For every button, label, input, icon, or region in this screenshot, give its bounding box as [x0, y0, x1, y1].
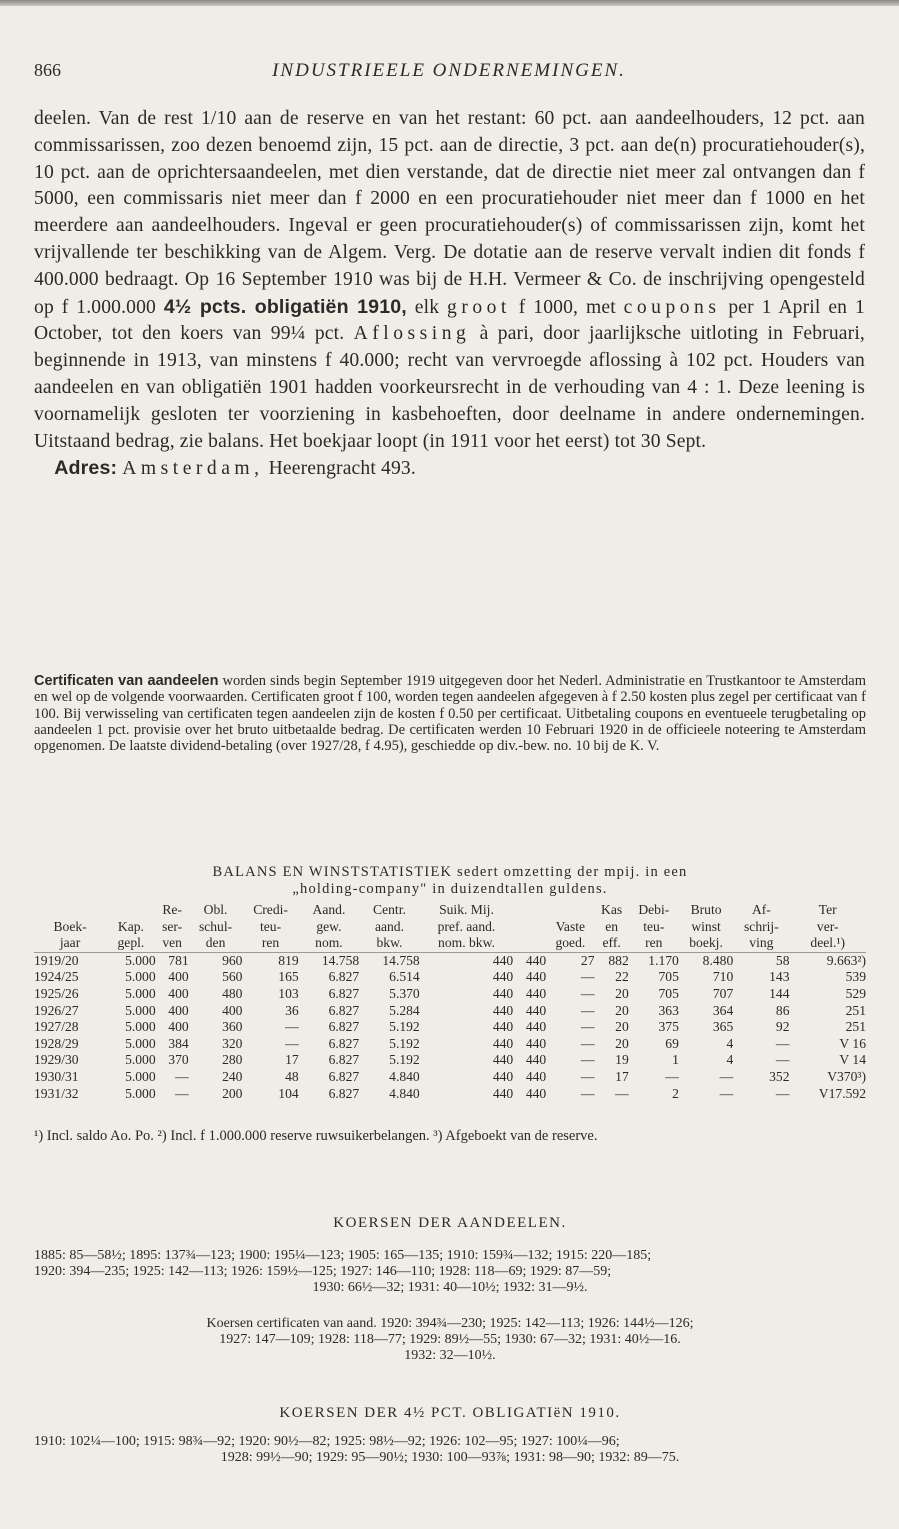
table-cell: 36: [285, 1002, 299, 1018]
table-cell: 440: [525, 1035, 547, 1051]
table-cell: 6.827: [328, 1052, 360, 1068]
table-cell: 440: [492, 1068, 514, 1084]
koers-line: 1885: 85—58½; 1895: 137¾—123; 1900: 195¼—123; 1905: 165—135; 1910: 159¾—132; 1915: 220—185;: [34, 1248, 652, 1263]
address-label: Adres:: [54, 457, 118, 480]
main-paragraph: [34, 106, 865, 455]
table-cell: 1.170: [648, 952, 679, 968]
table-cell: 2: [672, 1085, 679, 1101]
koers-line: 1910: 102¼—100; 1915: 98¾—92; 1920: 90½—82; 1925: 98½—92; 1926: 102—95; 1927: 100¼—96;: [34, 1434, 620, 1449]
table-cell: 560: [222, 969, 243, 985]
header-line: Boek-: [53, 918, 87, 934]
koers-line: 1930: 66½—32; 1931: 40—10½; 1932: 31—9½.: [312, 1280, 588, 1295]
table-cell: 6.827: [328, 1035, 360, 1051]
koersen-obligatien: [34, 1434, 866, 1466]
table-cell: 440: [525, 1002, 547, 1018]
table-cell: 705: [658, 969, 679, 985]
table-row: [34, 1052, 866, 1069]
address-street: Heerengracht 493.: [268, 458, 416, 480]
table-cell: 14.758: [382, 952, 420, 968]
table-cell: V 14: [839, 1052, 866, 1068]
koersen-obligatien-title: KOERSEN DER 4½ PCT. OBLIGATIëN 1910.: [279, 1405, 621, 1421]
table-cell: 27: [580, 952, 595, 968]
boekjaar-cell: 1926/27: [34, 1002, 79, 1018]
header-line: bkw.: [376, 935, 403, 951]
table-cell: 5.000: [125, 1068, 156, 1084]
table-cell: 365: [712, 1019, 734, 1035]
header-line: Suik. Mij.: [439, 902, 494, 917]
balans-table: [34, 902, 866, 1102]
table-cell: 14.758: [321, 952, 360, 968]
table-cell: 6.827: [328, 1019, 360, 1035]
table-cell: 352: [769, 1068, 790, 1084]
balans-column-header: [513, 902, 546, 952]
spaced-word-coupons: coupons: [623, 296, 721, 318]
table-cell: 92: [775, 1019, 790, 1035]
table-cell: 1: [672, 1052, 679, 1068]
table-cell: 5.000: [125, 1035, 156, 1051]
table-cell: 58: [775, 952, 790, 968]
table-cell: 22: [615, 969, 629, 985]
table-cell: 5.000: [125, 1085, 156, 1101]
text-segment: à pari, door jaarlijksche uitloting in Februari, beginnende in 1913, van minstens f 40.000; recht van vervroegde aflossing à 102 pct. Houders van aandeelen en van obligatiën 1901 hadden voorkeursrecht in de verhouding van 4 : 1. Deze leening is voornamelijk gesloten ter voorziening in kasbehoeften, door deelname in andere ondernemingen. Uitstaand bedrag, zie balans. Het boekjaar loopt (in 1911 voor het eerst) tot 30 Sept.: [34, 323, 865, 452]
boekjaar-cell: 1925/26: [34, 985, 79, 1001]
boekjaar-cell: 1919/20: [34, 952, 79, 968]
address-line: [34, 455, 865, 483]
balans-table-header: [34, 902, 866, 952]
table-cell: 6.827: [328, 985, 360, 1001]
header-line: nom.: [315, 935, 343, 951]
table-row: [34, 969, 866, 986]
table-cell: 440: [492, 1085, 514, 1101]
balans-column-header: [733, 902, 789, 952]
table-cell: 960: [222, 952, 243, 968]
table-cell: 360: [222, 1019, 243, 1035]
address-city: Amsterdam,: [122, 458, 264, 480]
table-cell: 5.000: [125, 1019, 156, 1035]
balans-column-header: [156, 902, 189, 952]
table-cell: 20: [615, 1002, 629, 1018]
table-cell: V 16: [839, 1035, 866, 1051]
table-row: [34, 1003, 866, 1020]
table-row: [34, 1086, 866, 1103]
table-cell: 440: [525, 1068, 547, 1084]
balans-table-body: [34, 952, 866, 1102]
table-cell: 400: [168, 1019, 189, 1035]
table-cell: —: [285, 1035, 299, 1051]
table-cell: 251: [845, 1019, 866, 1035]
table-cell: 165: [278, 969, 299, 985]
table-cell: 4.840: [389, 1068, 420, 1084]
table-cell: 384: [168, 1035, 189, 1051]
header-line: Obl.: [203, 902, 228, 917]
header-line: goed.: [555, 935, 586, 951]
koers-line: 1932: 32—10½.: [404, 1348, 496, 1363]
balans-title-line: „holding-company" in duizendtallen guldens.: [292, 881, 608, 897]
header-line: ven: [162, 935, 182, 951]
header-line: [513, 902, 546, 919]
table-cell: 5.370: [389, 985, 420, 1001]
header-line: Re-: [162, 902, 182, 917]
table-cell: 370: [168, 1052, 189, 1068]
table-cell: 20: [615, 1019, 629, 1035]
table-cell: 320: [222, 1035, 243, 1051]
table-cell: 440: [492, 952, 514, 968]
header-line: Aand.: [312, 902, 346, 917]
table-cell: 440: [492, 1019, 514, 1035]
table-cell: —: [580, 1002, 595, 1018]
header-line: ren: [261, 935, 280, 951]
header-line: teu-: [259, 918, 282, 934]
table-cell: 781: [168, 952, 189, 968]
table-cell: —: [175, 1068, 189, 1084]
spaced-word-aflossing: Aflossing: [353, 323, 471, 345]
table-cell: —: [580, 1052, 595, 1068]
table-cell: 440: [525, 969, 547, 985]
table-cell: —: [615, 1085, 629, 1101]
header-line: Ter: [818, 902, 837, 917]
koers-line: Koersen certificaten van aand. 1920: 394¾—230; 1925: 142—113; 1926: 144½—126;: [206, 1316, 694, 1331]
balans-column-header: [299, 902, 360, 952]
table-cell: 5.000: [125, 1002, 156, 1018]
table-cell: —: [580, 1085, 595, 1101]
table-cell: 363: [658, 1002, 679, 1018]
table-cell: 5.192: [389, 1052, 420, 1068]
text-segment: elk: [414, 296, 440, 318]
table-cell: 5.000: [125, 969, 156, 985]
header-line: eff.: [602, 935, 621, 951]
table-cell: 705: [658, 985, 679, 1001]
table-cell: 440: [492, 1052, 514, 1068]
header-line: nom. bkw.: [438, 935, 495, 951]
balans-title-line: BALANS EN WINSTSTATISTIEK sedert omzetting der mpij. in een: [212, 864, 688, 880]
table-cell: —: [775, 1035, 790, 1051]
balans-header-row: [34, 902, 866, 952]
balans-column-header: [106, 902, 156, 952]
certificaten-heading: Certificaten van aandeelen: [34, 673, 219, 689]
table-cell: —: [580, 1019, 595, 1035]
boekjaar-cell: 1931/32: [34, 1085, 79, 1101]
text-segment: deelen. Van de rest 1/10 aan de reserve en van het restant: 60 pct. aan aandeelhouders, 12 pct. aan commissarissen, zoo dezen benoemd zijn, 15 pct. aan de directie, 3 pct. aan de(n) procuratiehouder(s), 10 pct. aan de oprichtersaandeelen, met dien verstande, dat de directie niet meer zal ontvangen dan f 5000, een commissaris niet meer dan f 2000 en een procuratiehouder niet meer dan f 1000 en het meerdere aan aandeelhouders. Ingeval er geen procuratiehouder(s) of commissarissen zijn, komt het vrijvallende ter beschikking van de Algem. Verg. De dotatie aan de reserve vervalt indien dit fonds f 400.000 bedraagt. Op 16 September 1910 was bij de H.H. Vermeer & Co. de inschrijving opengesteld op f 1.000.000: [34, 108, 865, 318]
table-cell: 5.284: [389, 1002, 420, 1018]
page-number: 866: [34, 60, 61, 80]
balans-column-header: [359, 902, 420, 952]
text-segment: f 1000, met: [518, 296, 616, 318]
header-line: ver-: [816, 918, 839, 934]
koersen-certificaten: [34, 1316, 866, 1364]
header-line: Kap.: [117, 918, 144, 934]
table-cell: 103: [278, 985, 299, 1001]
header-line: deel.¹): [810, 935, 846, 951]
table-cell: 5.000: [125, 1052, 156, 1068]
table-cell: 17: [615, 1068, 629, 1084]
table-cell: 69: [665, 1035, 679, 1051]
table-cell: 5.192: [389, 1019, 420, 1035]
table-cell: 440: [525, 985, 547, 1001]
header-line: boekj.: [689, 935, 723, 951]
main-text: [34, 106, 865, 483]
table-cell: V17.592: [818, 1085, 866, 1101]
balans-column-header: [242, 902, 298, 952]
page-header: [34, 60, 864, 86]
table-cell: —: [285, 1019, 299, 1035]
table-cell: 440: [492, 1002, 514, 1018]
header-line: ser-: [162, 918, 183, 934]
header-line: gepl.: [117, 935, 145, 951]
table-cell: 251: [845, 1002, 866, 1018]
table-cell: 400: [168, 969, 189, 985]
boekjaar-cell: 1927/28: [34, 1019, 79, 1035]
header-line: ren: [645, 935, 663, 951]
table-cell: —: [580, 969, 595, 985]
table-cell: 144: [769, 985, 790, 1001]
header-line: Centr.: [373, 902, 406, 917]
table-row: [34, 952, 866, 969]
table-cell: 400: [168, 1002, 189, 1018]
table-cell: 20: [615, 1035, 629, 1051]
table-cell: 710: [712, 969, 734, 985]
certificaten-section: [34, 673, 866, 754]
table-cell: 6.827: [328, 969, 360, 985]
boekjaar-cell: 1928/29: [34, 1035, 79, 1051]
table-cell: 86: [775, 1002, 790, 1018]
spaced-word-groot: groot: [447, 296, 511, 318]
table-cell: 400: [222, 1002, 243, 1018]
table-cell: 440: [525, 1052, 547, 1068]
header-line: ving: [749, 935, 774, 951]
balans-title: [34, 864, 866, 898]
table-cell: 707: [712, 985, 734, 1001]
header-line: den: [205, 935, 226, 951]
balans-column-header: [34, 902, 106, 952]
table-cell: 4: [726, 1035, 734, 1051]
header-line: schrij-: [744, 918, 779, 934]
balans-column-header: [189, 902, 243, 952]
header-line: Af-: [751, 902, 771, 917]
table-cell: —: [775, 1085, 790, 1101]
table-cell: 400: [168, 985, 189, 1001]
table-cell: 17: [285, 1052, 299, 1068]
table-cell: 440: [525, 1085, 547, 1101]
table-cell: 5.000: [125, 985, 156, 1001]
header-line: Vaste: [555, 918, 586, 934]
header-line: Bruto: [690, 902, 722, 917]
table-row: [34, 1036, 866, 1053]
balans-column-header: [789, 902, 866, 952]
table-cell: 882: [608, 952, 629, 968]
table-cell: 6.827: [328, 1068, 360, 1084]
table-cell: 529: [845, 985, 866, 1001]
table-cell: —: [719, 1085, 734, 1101]
header-line: en: [605, 918, 619, 934]
balans-column-header: [546, 902, 594, 952]
balans-column-header: [595, 902, 629, 952]
table-cell: 9.663²): [826, 952, 866, 968]
table-cell: 200: [222, 1085, 243, 1101]
balans-column-header: [679, 902, 733, 952]
balans-footnote: ¹) Incl. saldo Ao. Po. ²) Incl. f 1.000.000 reserve ruwsuikerbelangen. ³) Afgeboekt van de reserve.: [34, 1128, 598, 1144]
header-line: jaar: [59, 935, 81, 951]
bold-obligaties: 4½ pcts. obligatiën 1910,: [163, 295, 407, 318]
table-row: [34, 1069, 866, 1086]
table-cell: 364: [712, 1002, 734, 1018]
certificaten-paragraph: [34, 673, 866, 754]
table-cell: V370³): [827, 1068, 866, 1084]
koers-line: 1920: 394—235; 1925: 142—113; 1926: 159½—125; 1927: 146—110; 1928: 118—69; 1929: 87—59;: [34, 1264, 612, 1279]
boekjaar-cell: 1930/31: [34, 1068, 79, 1084]
table-cell: 440: [525, 1019, 547, 1035]
header-line: [513, 935, 546, 952]
header-line: Kas: [601, 902, 623, 917]
table-cell: 48: [285, 1068, 299, 1084]
table-cell: 280: [222, 1052, 243, 1068]
table-cell: 6.827: [328, 1002, 360, 1018]
balans-column-header: [420, 902, 513, 952]
header-line: schul-: [198, 918, 233, 934]
table-cell: 819: [278, 952, 299, 968]
header-line: winst: [691, 918, 721, 934]
table-cell: 5.000: [125, 952, 156, 968]
table-cell: —: [719, 1068, 734, 1084]
balans-column-header: [629, 902, 679, 952]
table-cell: 104: [278, 1085, 299, 1101]
scan-top-edge: [0, 0, 899, 6]
table-cell: 240: [222, 1068, 243, 1084]
table-cell: 19: [615, 1052, 629, 1068]
running-title: INDUSTRIEELE ONDERNEMINGEN.: [272, 60, 626, 81]
table-cell: —: [665, 1068, 679, 1084]
koersen-aandeelen-title: KOERSEN DER AANDEELEN.: [333, 1215, 567, 1231]
table-cell: 4.840: [389, 1085, 420, 1101]
table-cell: 6.827: [328, 1085, 360, 1101]
header-line: Debi-: [638, 902, 670, 917]
certificaten-text: worden sinds begin September 1919 uitgegeven door het Nederl. Administratie en Trustkantoor te Amsterdam en wel op de volgende voorwaarden. Certificaten groot f 100, worden tegen aandeelen afgegeven à f 2.50 kosten plus zegel per certificaat van f 100. Bij verwisseling van certificaten tegen aandeelen zijn de kosten f 0.50 per certificaat. Uitbetaling coupons en eventueele terugbetaling op aandeelen 1 pct. provisie over het bruto uitbetaalde bedrag. De certificaten werden 10 Februari 1920 in de officieele noteering te Amsterdam opgenomen. De laatste dividend-betaling (over 1927/28, f 4.95), geschiedde op div.-bew. no. 10 bij de K. V.: [34, 673, 866, 755]
table-cell: 440: [492, 985, 514, 1001]
table-cell: 8.480: [702, 952, 734, 968]
table-row: [34, 986, 866, 1003]
table-cell: 440: [525, 952, 547, 968]
koers-line: 1928: 99½—90; 1929: 95—90½; 1930: 100—93⅞; 1931: 98—90; 1932: 89—75.: [220, 1450, 680, 1465]
table-cell: —: [580, 1035, 595, 1051]
header-line: aand.: [374, 918, 404, 934]
koersen-aandeelen: [34, 1248, 866, 1296]
header-line: Credi-: [253, 902, 288, 917]
table-cell: —: [775, 1052, 790, 1068]
table-cell: —: [580, 1068, 595, 1084]
text-segment: per 1 April en 1 October, tot den koers van 99¼ pct.: [34, 296, 865, 345]
header-line: [513, 919, 546, 936]
table-cell: 480: [222, 985, 243, 1001]
boekjaar-cell: 1929/30: [34, 1052, 79, 1068]
table-cell: 5.192: [389, 1035, 420, 1051]
header-line: gew.: [316, 918, 342, 934]
table-cell: 375: [658, 1019, 679, 1035]
boekjaar-cell: 1924/25: [34, 969, 79, 985]
table-cell: 4: [726, 1052, 734, 1068]
table-cell: —: [175, 1085, 189, 1101]
table-cell: 143: [769, 969, 790, 985]
table-cell: 6.514: [389, 969, 420, 985]
header-line: pref. aand.: [437, 918, 496, 934]
koers-line: 1927: 147—109; 1928: 118—77; 1929: 89½—55; 1930: 67—32; 1931: 40½—16.: [219, 1332, 681, 1347]
table-cell: 440: [492, 969, 514, 985]
table-cell: 20: [615, 985, 629, 1001]
table-cell: 539: [845, 969, 866, 985]
table-cell: 440: [492, 1035, 514, 1051]
header-line: teu-: [643, 918, 665, 934]
table-row: [34, 1019, 866, 1036]
table-cell: —: [580, 985, 595, 1001]
